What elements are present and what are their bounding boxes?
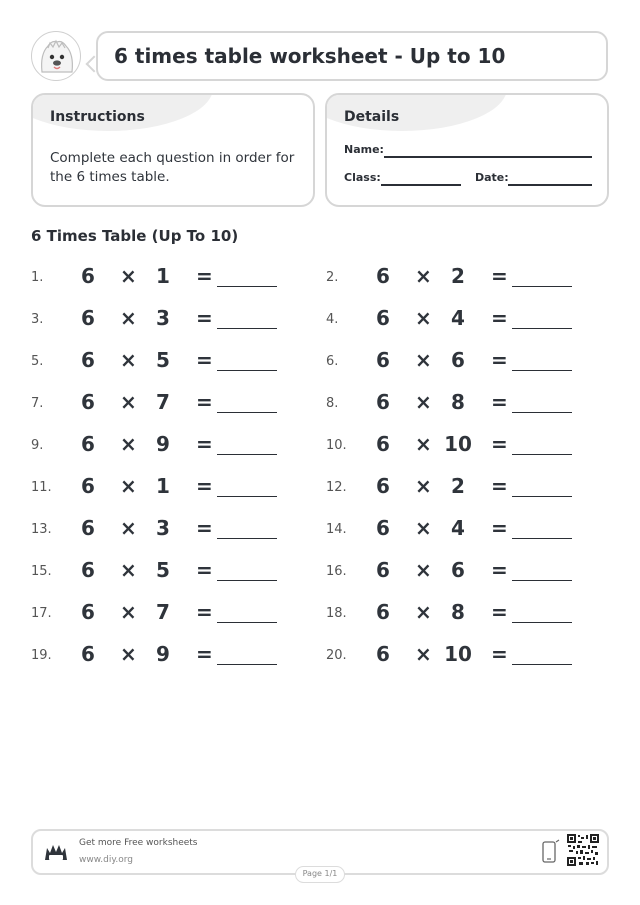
yeti-mascot-icon: [31, 31, 81, 81]
question-item: [326, 639, 606, 669]
question-number: 12.: [326, 480, 347, 495]
multiplier: 8: [451, 390, 465, 414]
equals-sign: =: [196, 600, 213, 624]
multiplier: 2: [451, 474, 465, 498]
multiplicand: 6: [376, 558, 390, 582]
times-sign: ×: [415, 600, 432, 624]
multiplier: 7: [156, 390, 170, 414]
question-item: [31, 261, 311, 291]
answer-blank[interactable]: [512, 412, 572, 413]
question-number: 3.: [31, 312, 44, 327]
times-sign: ×: [415, 474, 432, 498]
answer-blank[interactable]: [512, 664, 572, 665]
question-item: [31, 471, 311, 501]
answer-blank[interactable]: [217, 580, 277, 581]
name-field[interactable]: [384, 156, 592, 158]
instructions-text: Complete each question in order for the 6 times table.: [50, 150, 295, 185]
multiplier: 7: [156, 600, 170, 624]
answer-blank[interactable]: [512, 496, 572, 497]
question-item: [326, 597, 606, 627]
equals-sign: =: [196, 306, 213, 330]
answer-blank[interactable]: [217, 622, 277, 623]
question-item: [31, 597, 311, 627]
multiplicand: 6: [81, 432, 95, 456]
answer-blank[interactable]: [217, 664, 277, 665]
page-indicator: Page 1/1: [295, 866, 345, 883]
question-item: [326, 261, 606, 291]
question-number: 8.: [326, 396, 339, 411]
equals-sign: =: [196, 432, 213, 456]
multiplicand: 6: [376, 516, 390, 540]
multiplicand: 6: [81, 474, 95, 498]
answer-blank[interactable]: [217, 328, 277, 329]
question-number: 20.: [326, 648, 347, 663]
equals-sign: =: [196, 264, 213, 288]
class-field[interactable]: [381, 184, 461, 186]
multiplier: 9: [156, 432, 170, 456]
times-sign: ×: [415, 642, 432, 666]
equals-sign: =: [196, 516, 213, 540]
question-item: [31, 639, 311, 669]
answer-blank[interactable]: [512, 454, 572, 455]
equals-sign: =: [196, 390, 213, 414]
multiplicand: 6: [376, 642, 390, 666]
answer-blank[interactable]: [512, 286, 572, 287]
question-number: 10.: [326, 438, 347, 453]
multiplicand: 6: [81, 348, 95, 372]
multiplier: 6: [451, 348, 465, 372]
multiplier: 5: [156, 558, 170, 582]
answer-blank[interactable]: [217, 286, 277, 287]
equals-sign: =: [491, 264, 508, 288]
times-sign: ×: [120, 306, 137, 330]
multiplicand: 6: [376, 306, 390, 330]
question-number: 6.: [326, 354, 339, 369]
times-sign: ×: [415, 306, 432, 330]
answer-blank[interactable]: [512, 538, 572, 539]
diy-logo-icon: [43, 842, 69, 864]
multiplicand: 6: [376, 390, 390, 414]
question-item: [326, 345, 606, 375]
multiplicand: 6: [376, 348, 390, 372]
multiplier: 3: [156, 306, 170, 330]
question-item: [31, 303, 311, 333]
multiplier: 1: [156, 474, 170, 498]
question-item: [31, 429, 311, 459]
details-panel: [325, 93, 609, 207]
question-number: 11.: [31, 480, 52, 495]
multiplier: 9: [156, 642, 170, 666]
multiplicand: 6: [81, 516, 95, 540]
page-title: 6 times table worksheet - Up to 10: [114, 44, 506, 68]
date-label: Date:: [475, 171, 509, 184]
answer-blank[interactable]: [217, 538, 277, 539]
answer-blank[interactable]: [512, 622, 572, 623]
answer-blank[interactable]: [512, 328, 572, 329]
answer-blank[interactable]: [217, 370, 277, 371]
equals-sign: =: [196, 642, 213, 666]
multiplier: 5: [156, 348, 170, 372]
times-sign: ×: [120, 474, 137, 498]
equals-sign: =: [491, 390, 508, 414]
qr-code-icon[interactable]: [567, 834, 599, 866]
times-sign: ×: [415, 390, 432, 414]
footer-promo-text: Get more Free worksheets: [79, 838, 198, 848]
multiplier: 3: [156, 516, 170, 540]
multiplier: 2: [451, 264, 465, 288]
instructions-panel: [31, 93, 315, 207]
multiplier: 1: [156, 264, 170, 288]
times-sign: ×: [120, 264, 137, 288]
multiplicand: 6: [376, 264, 390, 288]
multiplier: 4: [451, 516, 465, 540]
multiplier: 6: [451, 558, 465, 582]
question-item: [31, 387, 311, 417]
section-title: 6 Times Table (Up To 10): [31, 227, 239, 245]
question-number: 17.: [31, 606, 52, 621]
question-item: [31, 513, 311, 543]
question-number: 15.: [31, 564, 52, 579]
answer-blank[interactable]: [217, 496, 277, 497]
multiplicand: 6: [81, 264, 95, 288]
equals-sign: =: [491, 348, 508, 372]
answer-blank[interactable]: [512, 370, 572, 371]
times-sign: ×: [415, 264, 432, 288]
question-item: [326, 471, 606, 501]
multiplicand: 6: [376, 600, 390, 624]
multiplicand: 6: [81, 642, 95, 666]
multiplicand: 6: [81, 306, 95, 330]
details-heading: Details: [344, 109, 400, 125]
multiplicand: 6: [81, 600, 95, 624]
question-number: 19.: [31, 648, 52, 663]
multiplier: 10: [444, 642, 472, 666]
times-sign: ×: [415, 432, 432, 456]
question-number: 2.: [326, 270, 339, 285]
equals-sign: =: [491, 642, 508, 666]
answer-blank[interactable]: [217, 454, 277, 455]
question-number: 18.: [326, 606, 347, 621]
question-item: [326, 303, 606, 333]
class-label: Class:: [344, 171, 381, 184]
question-number: 13.: [31, 522, 52, 537]
multiplier: 4: [451, 306, 465, 330]
equals-sign: =: [196, 558, 213, 582]
multiplier: 10: [444, 432, 472, 456]
times-sign: ×: [120, 516, 137, 540]
equals-sign: =: [491, 600, 508, 624]
equals-sign: =: [491, 306, 508, 330]
question-item: [326, 387, 606, 417]
times-sign: ×: [120, 558, 137, 582]
times-sign: ×: [120, 642, 137, 666]
times-sign: ×: [120, 600, 137, 624]
question-item: [31, 555, 311, 585]
question-number: 4.: [326, 312, 339, 327]
times-sign: ×: [415, 348, 432, 372]
question-number: 7.: [31, 396, 44, 411]
title-bubble: [96, 31, 608, 81]
multiplicand: 6: [81, 390, 95, 414]
equals-sign: =: [491, 432, 508, 456]
times-sign: ×: [120, 390, 137, 414]
multiplicand: 6: [376, 474, 390, 498]
equals-sign: =: [491, 558, 508, 582]
equals-sign: =: [196, 348, 213, 372]
equals-sign: =: [491, 474, 508, 498]
equals-sign: =: [491, 516, 508, 540]
question-number: 14.: [326, 522, 347, 537]
equals-sign: =: [196, 474, 213, 498]
question-number: 9.: [31, 438, 44, 453]
question-number: 5.: [31, 354, 44, 369]
name-label: Name:: [344, 143, 384, 156]
phone-icon: [540, 839, 560, 865]
question-item: [326, 513, 606, 543]
question-item: [31, 345, 311, 375]
times-sign: ×: [415, 516, 432, 540]
times-sign: ×: [120, 348, 137, 372]
footer-url[interactable]: www.diy.org: [79, 855, 133, 865]
multiplier: 8: [451, 600, 465, 624]
question-item: [326, 429, 606, 459]
question-number: 16.: [326, 564, 347, 579]
answer-blank[interactable]: [512, 580, 572, 581]
multiplicand: 6: [81, 558, 95, 582]
question-item: [326, 555, 606, 585]
answer-blank[interactable]: [217, 412, 277, 413]
instructions-heading: Instructions: [50, 109, 145, 125]
date-field[interactable]: [508, 184, 592, 186]
multiplicand: 6: [376, 432, 390, 456]
times-sign: ×: [120, 432, 137, 456]
times-sign: ×: [415, 558, 432, 582]
question-number: 1.: [31, 270, 44, 285]
